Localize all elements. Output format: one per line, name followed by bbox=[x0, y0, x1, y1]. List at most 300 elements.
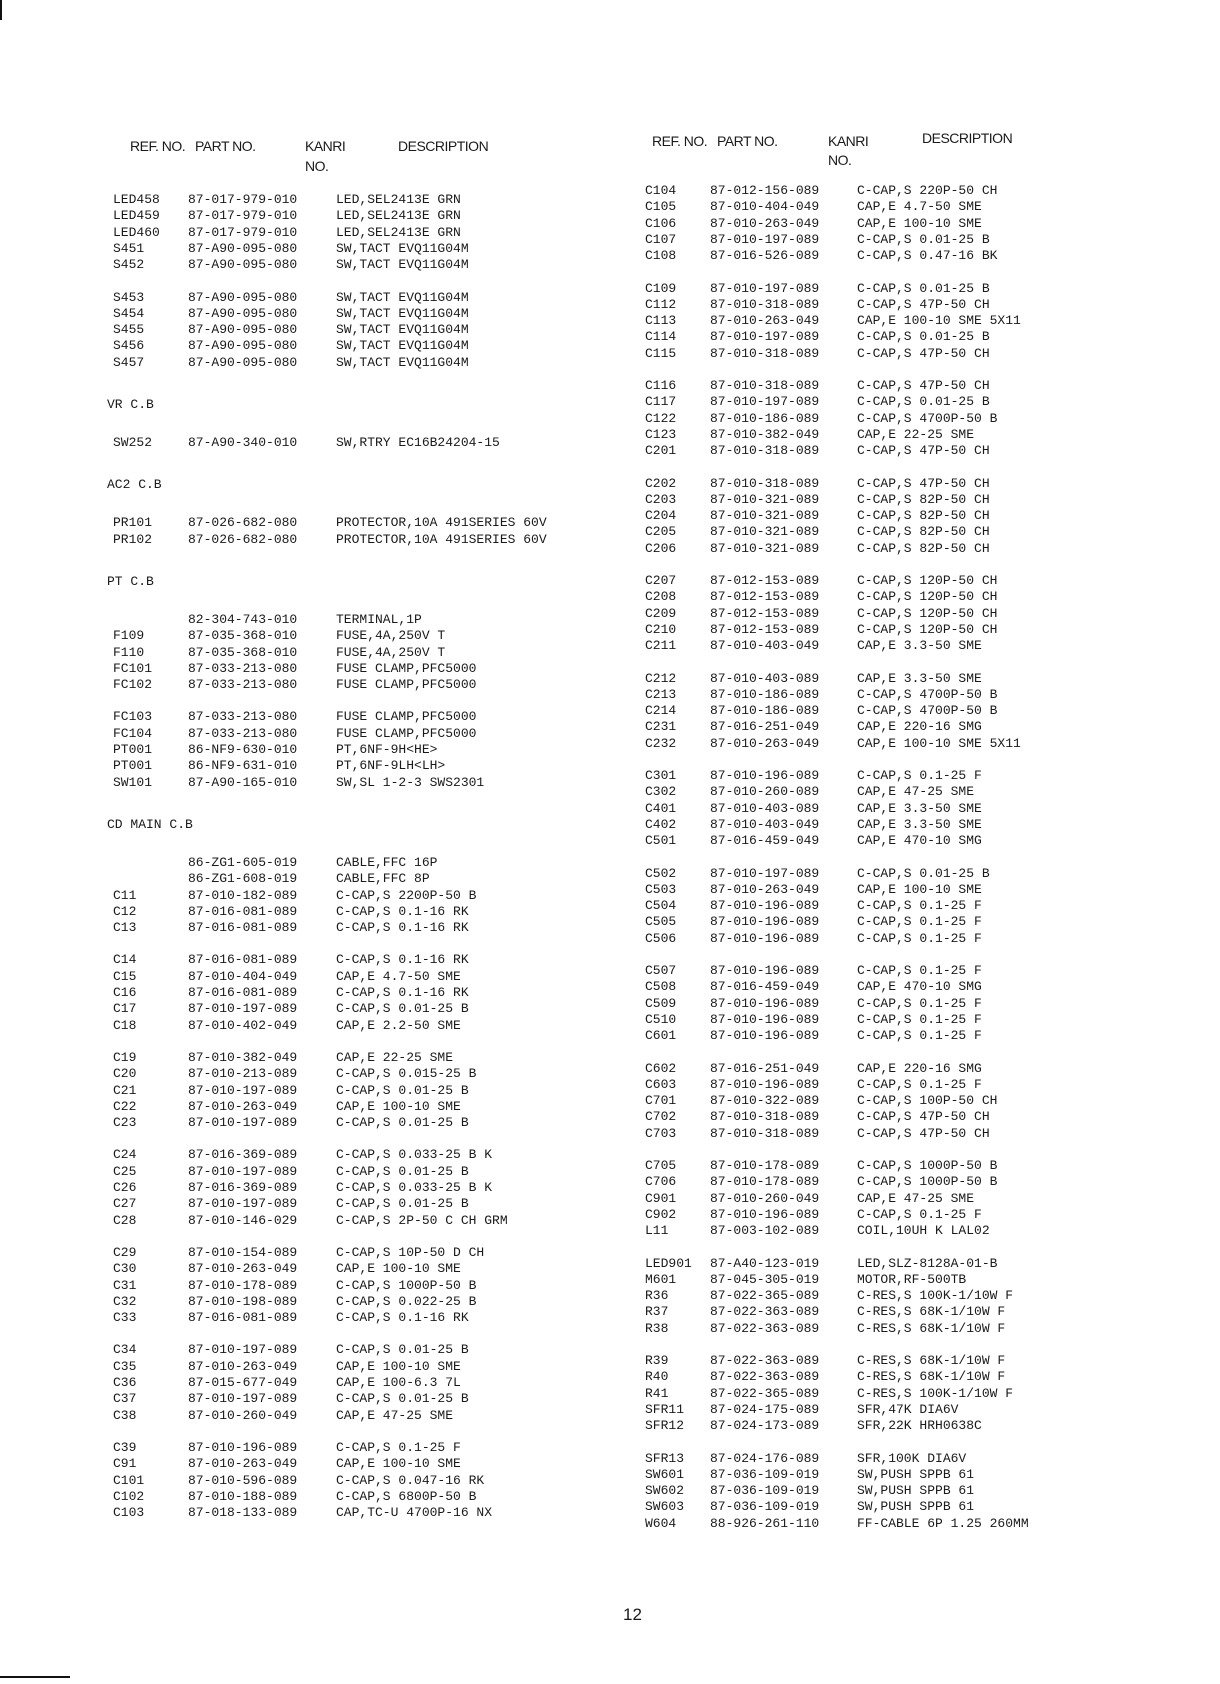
description: LED,SEL2413E GRN bbox=[336, 224, 461, 240]
description: CAP,E 22-25 SME bbox=[336, 1049, 454, 1065]
part-no: 87-010-197-089 bbox=[710, 280, 820, 296]
ref-no: C18 bbox=[113, 1017, 137, 1033]
part-row bbox=[105, 1505, 605, 1521]
part-row bbox=[645, 183, 1205, 199]
ref-no: R36 bbox=[645, 1288, 669, 1304]
description: C-CAP,S 0.1-16 RK bbox=[336, 985, 469, 1000]
part-no: 87-016-081-089 bbox=[188, 920, 298, 936]
description: C-CAP,S 0.1-25 F bbox=[857, 898, 982, 914]
part-row bbox=[645, 703, 1205, 719]
description: C-CAP,S 0.1-25 F bbox=[857, 930, 982, 946]
description: COIL,10UH K LAL02 bbox=[857, 1223, 990, 1239]
part-row bbox=[105, 661, 605, 677]
part-no: 87-016-081-089 bbox=[188, 985, 298, 1000]
part-no: 87-010-596-089 bbox=[188, 1472, 298, 1488]
part-no: 87-018-133-089 bbox=[188, 1505, 298, 1521]
ref-no: C112 bbox=[645, 296, 677, 312]
description: C-CAP,S 0.01-25 B bbox=[857, 280, 990, 296]
description: CABLE,FFC 16P bbox=[336, 854, 438, 870]
part-row bbox=[105, 726, 605, 742]
part-no: 87-024-173-089 bbox=[710, 1418, 820, 1434]
part-row bbox=[105, 952, 605, 968]
part-row bbox=[105, 1196, 605, 1212]
part-no: 87-010-260-049 bbox=[188, 1407, 298, 1423]
ref-no: C401 bbox=[645, 800, 677, 816]
description: C-CAP,S 1000P-50 B bbox=[336, 1277, 477, 1293]
part-no: 87-010-197-089 bbox=[710, 329, 820, 345]
description: CAP,TC-U 4700P-16 NX bbox=[336, 1505, 493, 1521]
ref-no: C503 bbox=[645, 881, 677, 897]
part-row bbox=[645, 394, 1205, 410]
part-row bbox=[645, 1174, 1205, 1190]
ref-no: C502 bbox=[645, 865, 677, 881]
part-no: 87-010-196-089 bbox=[710, 768, 820, 783]
ref-no: C31 bbox=[113, 1277, 137, 1293]
ref-no: SW252 bbox=[113, 435, 153, 450]
part-row bbox=[105, 1245, 605, 1261]
ref-no: F110 bbox=[113, 644, 145, 660]
part-no: 87-016-459-049 bbox=[710, 833, 820, 849]
description: C-CAP,S 0.1-25 F bbox=[857, 1206, 982, 1222]
description: FF-CABLE 6P 1.25 260MM bbox=[857, 1515, 1029, 1531]
part-row bbox=[645, 248, 1205, 264]
description: CAP,E 100-10 SME bbox=[857, 881, 982, 897]
description: CAP,E 100-10 SME bbox=[336, 1261, 461, 1277]
part-row bbox=[105, 1050, 605, 1066]
part-no: 87-045-305-019 bbox=[710, 1271, 820, 1287]
ref-no: C103 bbox=[113, 1505, 145, 1521]
description: FUSE,4A,250V T bbox=[336, 628, 446, 644]
part-row bbox=[105, 969, 605, 985]
part-row bbox=[105, 1408, 605, 1424]
part-row bbox=[105, 904, 605, 920]
part-no: 87-010-213-089 bbox=[188, 1066, 298, 1082]
part-row bbox=[105, 985, 605, 1001]
part-no: 87-036-109-019 bbox=[710, 1483, 820, 1499]
part-no: 87-A90-095-080 bbox=[188, 289, 298, 305]
part-no: 87-016-081-089 bbox=[188, 1310, 298, 1326]
part-row bbox=[645, 1272, 1205, 1288]
part-no: 87-017-979-010 bbox=[188, 224, 298, 240]
part-no: 87-010-318-089 bbox=[710, 1109, 820, 1125]
part-row bbox=[105, 1489, 605, 1505]
part-no: 87-015-677-049 bbox=[188, 1375, 298, 1390]
ref-no: C902 bbox=[645, 1206, 677, 1222]
ref-no: PT001 bbox=[113, 758, 153, 774]
description: C-CAP,S 0.47-16 BK bbox=[857, 248, 998, 264]
part-no: 87-033-213-080 bbox=[188, 677, 298, 693]
ref-no: C38 bbox=[113, 1407, 137, 1423]
part-no: 87-010-197-089 bbox=[188, 1001, 298, 1017]
part-no: 87-016-369-089 bbox=[188, 1147, 298, 1163]
description: C-CAP,S 47P-50 CH bbox=[857, 475, 990, 491]
description: C-CAP,S 120P-50 CH bbox=[857, 589, 998, 605]
part-no: 87-010-260-089 bbox=[710, 784, 820, 800]
description: C-CAP,S 0.01-25 B bbox=[336, 1115, 469, 1131]
part-no: 87-010-196-089 bbox=[710, 1076, 820, 1092]
part-row bbox=[645, 1353, 1205, 1369]
part-no: 87-010-196-089 bbox=[710, 1028, 820, 1044]
ref-no: C101 bbox=[113, 1472, 145, 1488]
part-row bbox=[105, 628, 605, 644]
description: C-CAP,S 0.01-25 B bbox=[336, 1391, 469, 1407]
part-no: 87-010-197-089 bbox=[188, 1163, 298, 1179]
part-row bbox=[105, 1001, 605, 1017]
description-header: DESCRIPTION bbox=[922, 130, 1013, 146]
description: C-RES,S 100K-1/10W F bbox=[857, 1288, 1014, 1304]
ref-no: S456 bbox=[113, 338, 145, 354]
part-row bbox=[645, 443, 1205, 459]
part-no: 87-012-153-089 bbox=[710, 589, 820, 605]
part-no: 87-010-321-089 bbox=[710, 524, 820, 540]
description: FUSE,4A,250V T bbox=[336, 644, 446, 660]
part-row bbox=[645, 784, 1205, 800]
part-row bbox=[645, 476, 1205, 492]
part-row bbox=[645, 817, 1205, 833]
ref-no: C28 bbox=[113, 1212, 137, 1228]
part-row bbox=[105, 1099, 605, 1115]
ref-no: M601 bbox=[645, 1271, 677, 1287]
part-row bbox=[645, 866, 1205, 882]
part-row bbox=[105, 758, 605, 774]
ref-no-header: REF. NO. bbox=[652, 133, 708, 149]
ref-no: C19 bbox=[113, 1049, 137, 1065]
description: C-CAP,S 47P-50 CH bbox=[857, 345, 990, 361]
ref-no: C21 bbox=[113, 1082, 137, 1098]
part-no: 82-304-743-010 bbox=[188, 611, 298, 627]
description: CAP,E 47-25 SME bbox=[336, 1407, 454, 1423]
part-row bbox=[645, 736, 1205, 752]
part-row bbox=[645, 346, 1205, 362]
part-row bbox=[645, 1207, 1205, 1223]
description: CAP,E 3.3-50 SME bbox=[857, 638, 982, 654]
description: C-CAP,S 4700P-50 B bbox=[857, 703, 998, 719]
ref-no: C901 bbox=[645, 1190, 677, 1206]
part-no: 87-022-365-089 bbox=[710, 1385, 820, 1401]
part-no: 87-017-979-010 bbox=[188, 192, 298, 207]
part-no: 87-010-382-049 bbox=[710, 426, 820, 442]
part-no: 87-012-153-089 bbox=[710, 621, 820, 637]
ref-no: C16 bbox=[113, 985, 137, 1000]
part-no: 87-016-081-089 bbox=[188, 903, 298, 919]
part-row bbox=[645, 638, 1205, 654]
ref-no: C205 bbox=[645, 524, 677, 540]
part-row bbox=[105, 290, 605, 306]
part-row bbox=[105, 532, 605, 548]
ref-no: C36 bbox=[113, 1375, 137, 1390]
part-no: 87-010-403-089 bbox=[710, 670, 820, 686]
description: SW,TACT EVQ11G04M bbox=[336, 305, 469, 321]
ref-no: C25 bbox=[113, 1163, 137, 1179]
description: C-CAP,S 2P-50 C CH GRM bbox=[336, 1212, 508, 1228]
part-row bbox=[645, 671, 1205, 687]
description: C-CAP,S 47P-50 CH bbox=[857, 1109, 990, 1125]
part-row bbox=[105, 1115, 605, 1131]
ref-no: LED460 bbox=[113, 224, 160, 240]
description-header: DESCRIPTION bbox=[398, 138, 489, 154]
ref-no: C208 bbox=[645, 589, 677, 605]
description: CABLE,FFC 8P bbox=[336, 871, 430, 887]
part-no: 87-016-251-049 bbox=[710, 719, 820, 735]
description: PROTECTOR,10A 491SERIES 60V bbox=[336, 531, 547, 547]
part-row bbox=[645, 1061, 1205, 1077]
ref-no: C603 bbox=[645, 1076, 677, 1092]
part-no: 87-012-153-089 bbox=[710, 605, 820, 621]
part-row bbox=[645, 524, 1205, 540]
ref-no: C107 bbox=[645, 231, 677, 247]
ref-no: C22 bbox=[113, 1098, 137, 1114]
part-no: 87-010-318-089 bbox=[710, 345, 820, 361]
scan-edge-mark bbox=[0, 1676, 70, 1678]
description: C-CAP,S 0.01-25 B bbox=[857, 394, 990, 410]
description: C-CAP,S 0.1-25 F bbox=[857, 995, 982, 1011]
description: C-CAP,S 220P-50 CH bbox=[857, 183, 998, 198]
part-row bbox=[645, 1451, 1205, 1467]
description: C-CAP,S 0.01-25 B bbox=[336, 1001, 469, 1017]
description: SW,PUSH SPPB 61 bbox=[857, 1483, 975, 1499]
part-row bbox=[105, 612, 605, 628]
ref-no: C29 bbox=[113, 1244, 137, 1260]
part-row bbox=[645, 329, 1205, 345]
part-no: 87-010-186-089 bbox=[710, 686, 820, 702]
part-row bbox=[645, 1418, 1205, 1434]
ref-no: SW603 bbox=[645, 1499, 685, 1515]
part-no: 87-A40-123-019 bbox=[710, 1255, 820, 1271]
part-no: 87-010-197-089 bbox=[710, 231, 820, 247]
part-row bbox=[645, 1499, 1205, 1515]
ref-no: C102 bbox=[113, 1488, 145, 1504]
description: C-CAP,S 0.022-25 B bbox=[336, 1293, 477, 1309]
ref-no: PT001 bbox=[113, 742, 153, 757]
part-no: 87-010-263-049 bbox=[188, 1098, 298, 1114]
ref-no: C33 bbox=[113, 1310, 137, 1326]
ref-no: C123 bbox=[645, 426, 677, 442]
kanri-no-header: NO. bbox=[828, 152, 852, 168]
description: CAP,E 100-6.3 7L bbox=[336, 1375, 461, 1390]
ref-no: LED458 bbox=[113, 192, 160, 207]
part-no: 87-010-318-089 bbox=[710, 443, 820, 459]
description: CAP,E 100-10 SME bbox=[336, 1456, 461, 1472]
ref-no: C402 bbox=[645, 816, 677, 832]
part-row bbox=[645, 963, 1205, 979]
part-row bbox=[645, 719, 1205, 735]
part-no: 87-010-318-089 bbox=[710, 296, 820, 312]
description: CAP,E 100-10 SME bbox=[857, 215, 982, 231]
part-row bbox=[105, 1391, 605, 1407]
part-no: 87-010-263-049 bbox=[710, 313, 820, 329]
description: TERMINAL,1P bbox=[336, 611, 422, 627]
description: CAP,E 220-16 SMG bbox=[857, 719, 982, 735]
ref-no: S451 bbox=[113, 240, 145, 256]
part-no-header: PART NO. bbox=[195, 138, 256, 154]
part-no: 87-010-197-089 bbox=[188, 1115, 298, 1131]
description: SW,RTRY EC16B24204-15 bbox=[336, 435, 500, 450]
ref-no: C203 bbox=[645, 491, 677, 507]
part-row bbox=[645, 979, 1205, 995]
part-no: 87-016-459-049 bbox=[710, 979, 820, 995]
ref-no: C26 bbox=[113, 1180, 137, 1195]
part-row bbox=[645, 199, 1205, 215]
part-row bbox=[105, 775, 605, 791]
ref-no: FC103 bbox=[113, 709, 153, 725]
ref-no: F109 bbox=[113, 628, 145, 644]
ref-no: FC104 bbox=[113, 725, 153, 741]
description: C-CAP,S 0.1-16 RK bbox=[336, 1310, 469, 1326]
part-no: 87-010-404-049 bbox=[710, 199, 820, 215]
part-row bbox=[645, 606, 1205, 622]
description: SW,TACT EVQ11G04M bbox=[336, 257, 469, 273]
ref-no: C210 bbox=[645, 621, 677, 637]
part-no: 87-010-318-089 bbox=[710, 475, 820, 491]
description: C-CAP,S 0.01-25 B bbox=[857, 329, 990, 345]
part-no: 87-036-109-019 bbox=[710, 1466, 820, 1482]
description: C-CAP,S 120P-50 CH bbox=[857, 573, 998, 588]
part-row bbox=[645, 833, 1205, 849]
part-row bbox=[645, 1516, 1205, 1532]
part-no: 87-012-153-089 bbox=[710, 573, 820, 588]
part-row bbox=[105, 645, 605, 661]
part-row bbox=[105, 1164, 605, 1180]
part-no: 87-022-363-089 bbox=[710, 1353, 820, 1368]
part-row bbox=[105, 742, 605, 758]
description: CAP,E 2.2-50 SME bbox=[336, 1017, 461, 1033]
ref-no: S452 bbox=[113, 257, 145, 273]
description: CAP,E 100-10 SME bbox=[336, 1098, 461, 1114]
description: LED,SEL2413E GRN bbox=[336, 208, 461, 224]
part-row bbox=[645, 297, 1205, 313]
ref-no: S454 bbox=[113, 305, 145, 321]
description: C-CAP,S 0.033-25 B K bbox=[336, 1180, 493, 1195]
ref-no: C510 bbox=[645, 1011, 677, 1027]
part-no: 86-NF9-630-010 bbox=[188, 742, 298, 757]
description: SW,TACT EVQ11G04M bbox=[336, 240, 469, 256]
part-no: 87-017-979-010 bbox=[188, 208, 298, 224]
ref-no: C232 bbox=[645, 735, 677, 751]
description: C-CAP,S 47P-50 CH bbox=[857, 1125, 990, 1141]
description: C-CAP,S 1000P-50 B bbox=[857, 1158, 998, 1173]
part-no-header: PART NO. bbox=[717, 133, 778, 149]
part-no: 87-010-146-029 bbox=[188, 1212, 298, 1228]
part-row bbox=[645, 996, 1205, 1012]
description: C-CAP,S 0.1-25 F bbox=[857, 768, 982, 783]
part-no: 87-010-154-089 bbox=[188, 1244, 298, 1260]
part-no: 87-010-263-049 bbox=[188, 1261, 298, 1277]
ref-no: SFR12 bbox=[645, 1418, 685, 1434]
page-number: 12 bbox=[623, 1605, 642, 1624]
description: C-CAP,S 0.033-25 B K bbox=[336, 1147, 493, 1163]
part-no: 87-016-251-049 bbox=[710, 1060, 820, 1076]
ref-no: C17 bbox=[113, 1001, 137, 1017]
ref-no: C13 bbox=[113, 920, 137, 936]
part-row bbox=[645, 1012, 1205, 1028]
part-no: 87-010-263-049 bbox=[188, 1456, 298, 1472]
description: C-CAP,S 0.1-25 F bbox=[857, 1028, 982, 1044]
ref-no: C207 bbox=[645, 573, 677, 588]
ref-no: C508 bbox=[645, 979, 677, 995]
part-row bbox=[645, 508, 1205, 524]
description: C-CAP,S 6800P-50 B bbox=[336, 1488, 477, 1504]
ref-no: C23 bbox=[113, 1115, 137, 1131]
part-no: 87-033-213-080 bbox=[188, 660, 298, 676]
ref-no: R39 bbox=[645, 1353, 669, 1368]
part-no: 87-010-197-089 bbox=[710, 394, 820, 410]
ref-no: C27 bbox=[113, 1196, 137, 1212]
part-row bbox=[645, 1158, 1205, 1174]
kanri-no-header: NO. bbox=[305, 158, 329, 174]
ref-no: C30 bbox=[113, 1261, 137, 1277]
part-row bbox=[105, 208, 605, 224]
description: SW,TACT EVQ11G04M bbox=[336, 289, 469, 305]
description: SW,PUSH SPPB 61 bbox=[857, 1466, 975, 1482]
part-row bbox=[105, 1083, 605, 1099]
description: C-CAP,S 0.01-25 B bbox=[857, 231, 990, 247]
ref-no: C703 bbox=[645, 1125, 677, 1141]
part-no: 87-010-197-089 bbox=[188, 1196, 298, 1212]
ref-no: C602 bbox=[645, 1060, 677, 1076]
part-row bbox=[105, 1261, 605, 1277]
description: C-CAP,S 47P-50 CH bbox=[857, 378, 990, 393]
ref-no: C206 bbox=[645, 540, 677, 556]
ref-no: SW602 bbox=[645, 1483, 685, 1499]
description: C-CAP,S 0.015-25 B bbox=[336, 1066, 477, 1082]
description: FUSE CLAMP,PFC5000 bbox=[336, 725, 477, 741]
part-no: 87-010-321-089 bbox=[710, 540, 820, 556]
part-no: 87-010-196-089 bbox=[188, 1439, 298, 1455]
ref-no: C12 bbox=[113, 903, 137, 919]
part-no: 87-033-213-080 bbox=[188, 709, 298, 725]
part-no: 87-010-197-089 bbox=[188, 1342, 298, 1358]
part-row bbox=[645, 1223, 1205, 1239]
description: SW,TACT EVQ11G04M bbox=[336, 322, 469, 338]
ref-no: C509 bbox=[645, 995, 677, 1011]
part-row bbox=[645, 882, 1205, 898]
part-no: 87-A90-095-080 bbox=[188, 338, 298, 354]
description: SW,SL 1-2-3 SWS2301 bbox=[336, 774, 485, 790]
part-row bbox=[645, 1467, 1205, 1483]
part-row bbox=[105, 888, 605, 904]
description: SFR,47K DIA6V bbox=[857, 1401, 959, 1417]
description: MOTOR,RF-500TB bbox=[857, 1271, 967, 1287]
part-row bbox=[645, 1109, 1205, 1125]
ref-no: C39 bbox=[113, 1439, 137, 1455]
description: CAP,E 100-10 SME 5X11 bbox=[857, 313, 1021, 329]
part-row bbox=[645, 573, 1205, 589]
ref-no: PR101 bbox=[113, 515, 153, 531]
kanri-header: KANRI bbox=[828, 133, 869, 149]
part-no: 87-010-263-049 bbox=[710, 215, 820, 231]
part-no: 87-010-196-089 bbox=[710, 963, 820, 978]
description: C-CAP,S 0.047-16 RK bbox=[336, 1472, 485, 1488]
part-row bbox=[105, 1066, 605, 1082]
part-no: 88-926-261-110 bbox=[710, 1515, 820, 1531]
part-no: 87-024-176-089 bbox=[710, 1450, 820, 1466]
ref-no: C32 bbox=[113, 1293, 137, 1309]
part-row bbox=[105, 1018, 605, 1034]
part-row bbox=[645, 1126, 1205, 1142]
part-row bbox=[645, 1369, 1205, 1385]
part-no: 87-A90-095-080 bbox=[188, 354, 298, 370]
part-no: 87-010-402-049 bbox=[188, 1017, 298, 1033]
part-no: 87-010-198-089 bbox=[188, 1293, 298, 1309]
description: PT,6NF-9H<HE> bbox=[336, 742, 438, 757]
ref-no: SFR13 bbox=[645, 1450, 685, 1466]
part-no: 87-010-403-049 bbox=[710, 638, 820, 654]
part-no: 87-010-197-089 bbox=[188, 1391, 298, 1407]
part-row bbox=[645, 1191, 1205, 1207]
description: C-CAP,S 0.1-16 RK bbox=[336, 903, 469, 919]
description: C-CAP,S 0.1-25 F bbox=[857, 1011, 982, 1027]
part-no: 87-010-404-049 bbox=[188, 968, 298, 984]
